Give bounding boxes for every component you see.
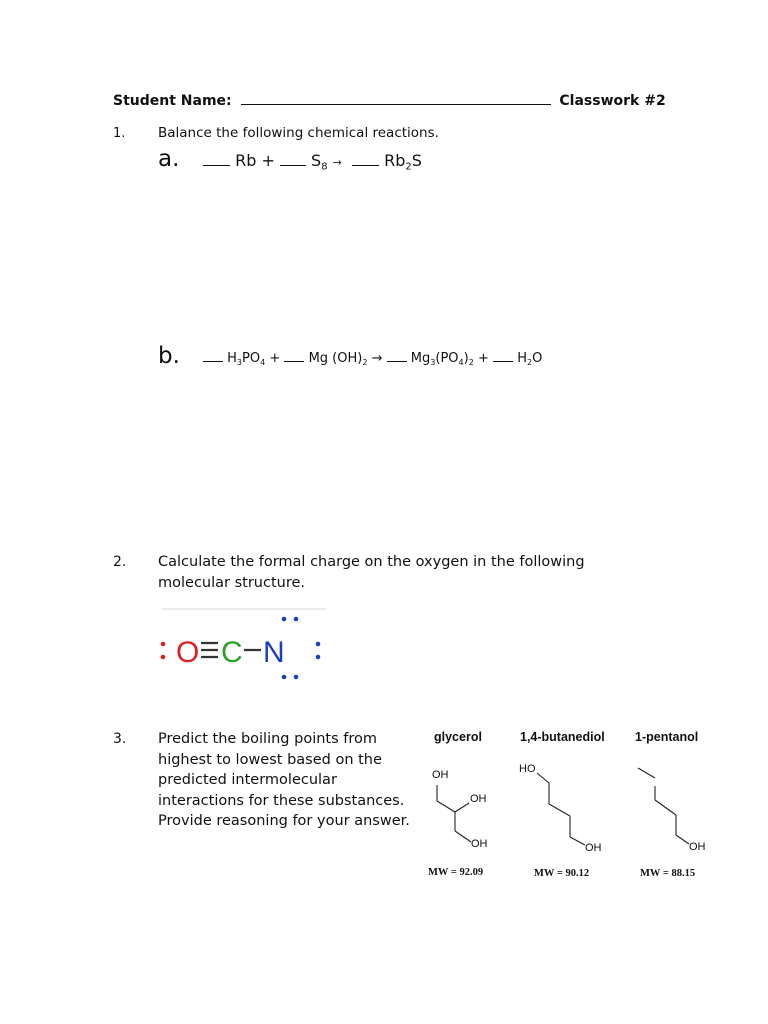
question-2-text: Calculate the formal charge on the oxygen in the following molecular structure. (158, 554, 585, 591)
student-name-blank[interactable] (241, 92, 551, 105)
coefficient-blank[interactable] (203, 351, 223, 362)
butanediol-oh-label: OH (585, 842, 602, 854)
butanediol-ho-label: HO (519, 763, 536, 775)
worksheet-header (113, 92, 666, 109)
reactant-rb: Rb + (235, 151, 275, 170)
skeletal-formulas (425, 720, 710, 885)
lone-pair-dot (294, 675, 299, 680)
plus-sign: + (478, 351, 489, 366)
butanediol-skeleton (537, 773, 585, 845)
coefficient-blank[interactable] (387, 351, 407, 362)
reaction-arrow: → (332, 156, 342, 169)
product-h2o: $H_2O$ (517, 351, 543, 367)
question-1-text: Balance the following chemical reactions. (158, 125, 439, 141)
lone-pair-dot (161, 642, 166, 647)
reactant-h3po4: $H_3PO_4$ (227, 351, 266, 367)
reaction-arrow: → (371, 351, 383, 366)
lone-pair-dot (316, 655, 321, 660)
nitrogen-atom: N (263, 636, 285, 669)
glycerol-skeleton (437, 785, 471, 842)
cyanate-lewis-structure (155, 605, 330, 697)
reaction-a (203, 151, 422, 173)
classwork-title: Classwork #2 (559, 93, 666, 109)
reaction-b (203, 351, 542, 366)
question-3-number: 3. (113, 731, 127, 747)
coefficient-blank[interactable] (284, 351, 304, 362)
lone-pair-dot (282, 675, 287, 680)
part-a-label: a. (158, 146, 180, 172)
pentanol-skeleton (638, 768, 689, 844)
lone-pair-dot (316, 642, 321, 647)
reactant-mgoh2: Mg $(OH)_2$ (308, 351, 368, 367)
question-1-number: 1. (113, 126, 126, 141)
pentanol-name: 1-pentanol (635, 730, 699, 744)
lone-pair-dot (161, 655, 166, 660)
coefficient-blank[interactable] (352, 155, 379, 166)
alcohol-structures-panel (425, 720, 710, 885)
coefficient-blank[interactable] (280, 155, 306, 166)
lone-pair-dot (282, 617, 287, 622)
question-3-text: Predict the boiling points from highest to lowest based on the predicted intermolecular interactions for these substances. Provide reasoning for your answer. (158, 731, 410, 829)
plus-sign: + (269, 351, 281, 366)
pentanol-oh-label: OH (689, 841, 706, 853)
coefficient-blank[interactable] (203, 155, 230, 166)
pentanol-mw: MW = 88.15 (640, 868, 696, 879)
lone-pair-dot (294, 617, 299, 622)
butanediol-name: 1,4-butanediol (520, 730, 605, 744)
product-rb2s: $Rb_2S$ (384, 151, 422, 173)
glycerol-name: glycerol (434, 730, 482, 744)
part-b-label: b. (158, 343, 180, 369)
reactant-s8: $S_8$ (311, 151, 328, 173)
product-mg3po42: $Mg_3(PO_4)_2$ (410, 351, 474, 367)
coefficient-blank[interactable] (493, 351, 513, 362)
glycerol-mw: MW = 92.09 (428, 867, 484, 878)
butanediol-mw: MW = 90.12 (534, 868, 590, 879)
oxygen-atom: O (176, 636, 200, 669)
student-name-label: Student Name: (113, 93, 232, 109)
glycerol-oh-label: OH (432, 769, 449, 781)
carbon-atom: C (221, 636, 243, 669)
glycerol-oh-label: OH (471, 838, 488, 850)
question-2-number: 2. (113, 554, 127, 570)
glycerol-oh-label: OH (470, 793, 487, 805)
